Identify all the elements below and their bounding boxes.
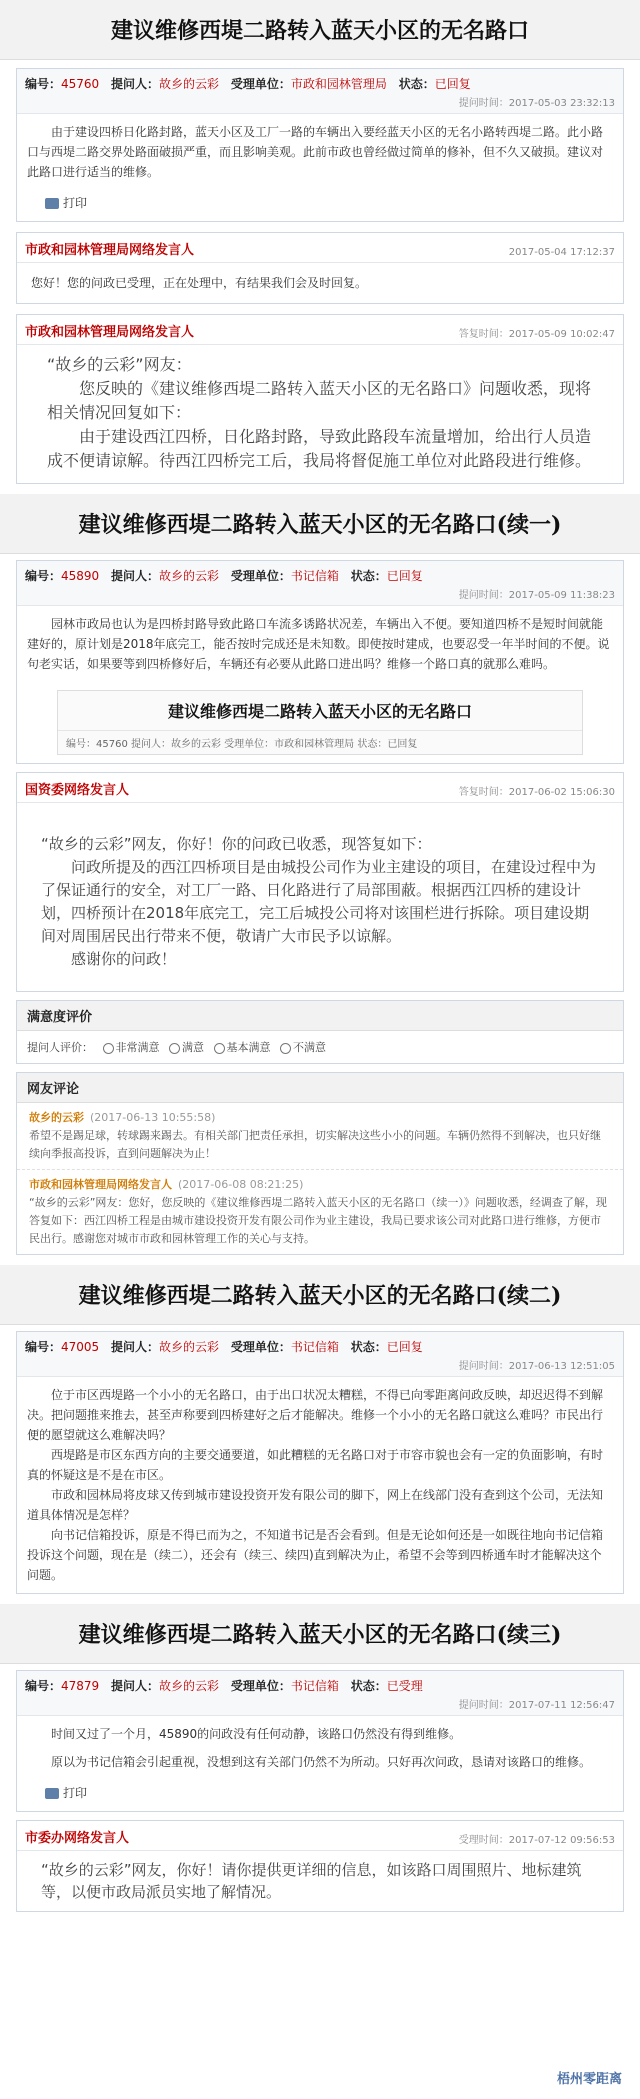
reply-line: “故乡的云彩”网友，你好！你的问政已收悉，现答复如下： — [41, 835, 432, 853]
question-card — [16, 560, 624, 764]
unit-name[interactable]: 书记信箱 — [290, 569, 339, 583]
reply-time: 答复时间：2017-05-09 10:02:47 — [458, 329, 615, 340]
section-title: 建议维修西堤二路转入蓝天小区的无名路口(续一) — [0, 494, 640, 554]
reply-time: 2017-05-04 17:12:37 — [508, 247, 615, 258]
comment-text: “故乡的云彩”网友：您好，您反映的《建议维修西堤二路转入蓝天小区的无名路口（续一）》问题收悉，经调查了解，现答复如下：西江四桥工程是由城市建设投资开发有限公司作为业主建设，我局已要求该公司对此路口进行维修，方便市民出行。感谢您对城市市政和园林管理工作的关心与支持。 — [29, 1196, 607, 1245]
reply-header — [17, 315, 623, 345]
reply-from: 国资委网络发言人 — [25, 783, 130, 798]
watermark-logo: 梧州零距离 — [551, 2066, 628, 2089]
radio-option[interactable] — [214, 1043, 225, 1054]
comment-author[interactable]: 故乡的云彩 — [29, 1111, 84, 1124]
section-title: 建议维修西堤二路转入蓝天小区的无名路口(续二) — [0, 1265, 640, 1325]
unit-name[interactable]: 书记信箱 — [290, 1340, 339, 1354]
satisfaction-panel — [16, 1000, 624, 1064]
question-card — [16, 1331, 624, 1594]
reply-card — [16, 314, 624, 484]
question-meta — [17, 1671, 623, 1716]
question-card — [16, 1670, 624, 1812]
comment-text: 希望不是踢足球，转球踢来踢去。有相关部门把责任承担，切实解决这些小小的问题。车辆仍然得不到解决，也只好继续向季报高投诉，直到问题解决为止！ — [29, 1129, 601, 1160]
section-title: 建议维修西堤二路转入蓝天小区的无名路口(续三) — [0, 1604, 640, 1664]
option-label: 基本满意 — [226, 1041, 271, 1054]
asker-label: 提问人： — [111, 1679, 160, 1693]
question-card — [16, 68, 624, 222]
quoted-title: 建议维修西堤二路转入蓝天小区的无名路口 — [167, 702, 472, 721]
reply-line: 问政所提及的西江四桥项目是由城投公司作为业主建设的项目，在建设过程中为了保证通行的安全，对工厂一路、日化路进行了局部围蔽。根据西江四桥的建设计划，四桥预计在2018年底完工，完工后城投公司将对该围栏进行拆除。项目建设期间对周围居民出行带来不便，敬请广大市民予以谅解。 — [41, 858, 597, 945]
print-label: 打印 — [63, 196, 88, 210]
reply-card — [16, 772, 624, 992]
asker-name[interactable]: 故乡的云彩 — [159, 569, 220, 583]
option-label: 不满意 — [293, 1041, 326, 1054]
status-badge: 已受理 — [386, 1679, 423, 1693]
reply-from: 市政和园林管理局网络发言人 — [25, 243, 195, 258]
reply-from: 市委办网络发言人 — [25, 1831, 130, 1846]
reply-header — [17, 233, 623, 263]
status-label: 状态： — [350, 569, 387, 583]
num-label: 编号： — [25, 77, 62, 91]
question-meta — [17, 561, 623, 606]
question-time: 提问时间：2017-05-09 11:38:23 — [458, 590, 615, 601]
num-label: 编号： — [25, 569, 62, 583]
option-label: 非常满意 — [115, 1041, 160, 1054]
num-label: 编号： — [25, 1340, 62, 1354]
radio-option[interactable] — [169, 1043, 180, 1054]
reply-card — [16, 232, 624, 304]
print-button[interactable] — [17, 1780, 623, 1811]
reply-text — [17, 803, 623, 991]
question-body: 由于建设四桥日化路封路，蓝天小区及工厂一路的车辆出入要经蓝天小区的无名小路转西堤二路。此小路口与西堤二路交界处路面破损严重，而且影响美观。此前市政也曾经做过简单的修补，但不久又破损。建议对此路口进行适当的维修。 — [27, 125, 604, 179]
comment-item — [17, 1170, 623, 1254]
question-body: 向书记信箱投诉，原是不得已而为之，不知道书记是否会看到。但是无论如何还是一如既往地向书记信箱投诉这个问题，现在是（续二），还会有（续三、续四)直到解决为止，希望不会等到四桥通车时才能解决这个问题。 — [27, 1528, 604, 1582]
comment-author[interactable]: 市政和园林管理局网络发言人 — [29, 1178, 172, 1191]
question-time: 提问时间：2017-07-11 12:56:47 — [458, 1700, 615, 1711]
status-badge: 已回复 — [434, 77, 471, 91]
printer-icon — [45, 198, 59, 209]
status-badge: 已回复 — [386, 1340, 423, 1354]
reply-line: 由于建设西江四桥，日化路封路，导致此路段车流量增加，给出行人员造成不便请谅解。待西江四桥完工后，我局将督促施工单位对此路段进行维修。 — [47, 427, 592, 470]
reply-header — [17, 773, 623, 803]
reply-line: 感谢你的问政！ — [71, 950, 177, 968]
question-number: 47005 — [61, 1340, 100, 1354]
question-body: 西堤路是市区东西方向的主要交通要道，如此糟糕的无名路口对于市容市貌也会有一定的负面影响，有时真的怀疑这是不是在市区。 — [27, 1448, 604, 1482]
question-body: 原以为书记信箱会引起重视，没想到这有关部门仍然不为所动。只好再次问政，恳请对该路口的维修。 — [51, 1755, 592, 1769]
question-meta — [17, 69, 623, 114]
question-body: 园林市政局也认为是四桥封路导致此路口车流多诱路状况差，车辆出入不便。要知道四桥不是短时间就能建好的，原计划是2018年底完工，能否按时完成还是未知数。即使按时建成，也要忍受一年半时间的不便。说句老实话，如果要等到四桥修好后，车辆还有必要从此路口进出吗？维修一个路口真的就那么难吗。 — [27, 617, 610, 671]
satisfaction-label: 满意度评价 — [17, 1001, 623, 1031]
status-label: 状态： — [398, 77, 435, 91]
comment-item — [17, 1103, 623, 1170]
reply-line: 您反映的《建议维修西堤二路转入蓝天小区的无名路口》问题收悉，现将相关情况回复如下： — [47, 379, 592, 422]
question-time: 提问时间：2017-06-13 12:51:05 — [458, 1361, 615, 1372]
printer-icon — [45, 1788, 59, 1799]
satisfaction-options — [17, 1031, 623, 1063]
print-label: 打印 — [63, 1786, 88, 1800]
question-meta — [17, 1332, 623, 1377]
reply-from: 市政和园林管理局网络发言人 — [25, 325, 195, 340]
question-number: 45760 — [61, 77, 100, 91]
reply-text — [17, 345, 623, 483]
question-body: 位于市区西堤路一个小小的无名路口，由于出口状况太糟糕，不得已向零距离问政反映，却迟迟得不到解决。把问题推来推去，甚至声称要到四桥建好之后才能解决。维修一个小小的无名路口就这么难吗？市民出行便的愿望就这么难解决吗？ — [27, 1388, 604, 1442]
status-label: 状态： — [350, 1679, 387, 1693]
asker-name[interactable]: 故乡的云彩 — [159, 77, 220, 91]
radio-option[interactable] — [280, 1043, 291, 1054]
question-number: 47879 — [61, 1679, 100, 1693]
question-time: 提问时间：2017-05-03 23:32:13 — [458, 98, 615, 109]
reply-header — [17, 1821, 623, 1851]
asker-label: 提问人： — [111, 77, 160, 91]
quoted-meta: 编号：45760 提问人：故乡的云彩 受理单位：市政和园林管理局 状态：已回复 — [58, 730, 582, 754]
reply-line: “故乡的云彩”网友： — [47, 355, 192, 374]
status-label: 状态： — [350, 1340, 387, 1354]
unit-name[interactable]: 市政和园林管理局 — [290, 77, 387, 91]
comments-panel — [16, 1072, 624, 1255]
unit-label: 受理单位： — [230, 77, 291, 91]
status-badge: 已回复 — [386, 569, 423, 583]
asker-label: 提问人： — [111, 569, 160, 583]
comments-label: 网友评论 — [17, 1073, 623, 1103]
reply-card — [16, 1820, 624, 1912]
reply-text: “故乡的云彩”网友，你好！请你提供更详细的信息，如该路口周围照片、地标建筑等，以便市政局派员实地了解情况。 — [41, 1861, 582, 1901]
unit-label: 受理单位： — [230, 1340, 291, 1354]
asker-label: 提问人： — [111, 1340, 160, 1354]
page-title: 建议维修西堤二路转入蓝天小区的无名路口 — [0, 0, 640, 60]
asker-name[interactable]: 故乡的云彩 — [159, 1679, 220, 1693]
print-button[interactable] — [17, 190, 623, 221]
question-number: 45890 — [61, 569, 100, 583]
quoted-screenshot — [57, 690, 583, 755]
reply-time: 受理时间：2017-07-12 09:56:53 — [458, 1835, 615, 1846]
comment-time: (2017-06-08 08:21:25) — [178, 1178, 304, 1191]
unit-label: 受理单位： — [230, 1679, 291, 1693]
reply-time: 答复时间：2017-06-02 15:06:30 — [458, 787, 615, 798]
rater-label: 提问人评价： — [27, 1041, 93, 1054]
reply-text: 您好！您的问政已受理，正在处理中，有结果我们会及时回复。 — [31, 276, 368, 290]
unit-name[interactable]: 书记信箱 — [290, 1679, 339, 1693]
question-body: 时间又过了一个月，45890的问政没有任何动静，该路口仍然没有得到维修。 — [51, 1727, 462, 1741]
option-label: 满意 — [182, 1041, 204, 1054]
num-label: 编号： — [25, 1679, 62, 1693]
comment-time: (2017-06-13 10:55:58) — [90, 1111, 216, 1124]
radio-option[interactable] — [103, 1043, 114, 1054]
question-body: 市政和园林局将皮球又传到城市建设投资开发有限公司的脚下，网上在线部门没有查到这个公司，无法知道具体情况是怎样？ — [27, 1488, 604, 1522]
unit-label: 受理单位： — [230, 569, 291, 583]
asker-name[interactable]: 故乡的云彩 — [159, 1340, 220, 1354]
